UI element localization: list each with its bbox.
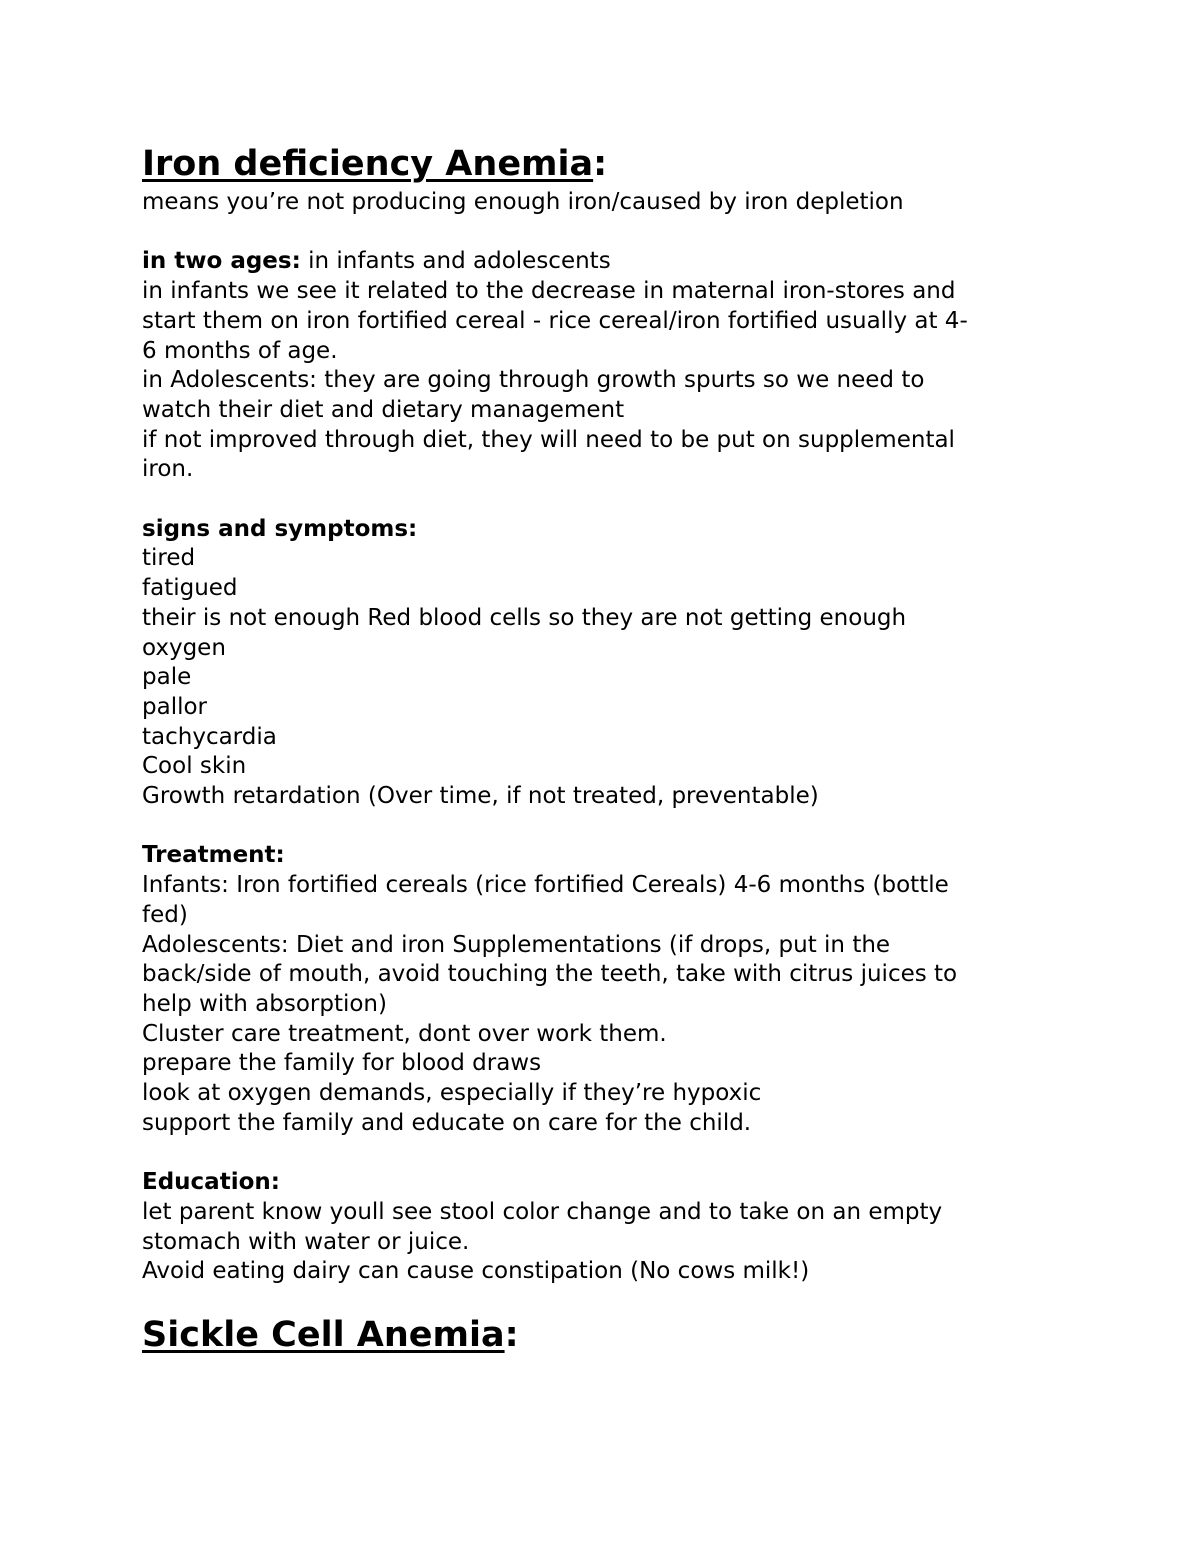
symptoms-heading: signs and symptoms: xyxy=(142,515,418,542)
ages-line xyxy=(142,247,1062,277)
symptom-item: oxygen xyxy=(142,634,226,661)
symptom-item: fatigued xyxy=(142,575,238,602)
ages-detail-line: if not improved through diet, they will need to be put on supplemental xyxy=(142,426,955,453)
section-title-iron-deficiency xyxy=(142,140,1062,188)
section-title-text: Sickle Cell Anemia xyxy=(142,1314,505,1355)
ages-detail-line: start them on iron fortified cereal - rice cereal/iron fortified usually at 4- xyxy=(142,307,968,334)
education-item: let parent know youll see stool color change and to take on an empty xyxy=(142,1198,943,1225)
document-page xyxy=(142,140,1062,1359)
symptom-item: pale xyxy=(142,664,192,691)
ages-detail-line: in infants we see it related to the decrease in maternal iron-stores and xyxy=(142,278,956,305)
section-title-colon: : xyxy=(504,1314,519,1355)
intro-line: means you’re not producing enough iron/caused by iron depletion xyxy=(142,189,904,215)
section-title-colon: : xyxy=(593,144,608,184)
treatment-item: prepare the family for blood draws xyxy=(142,1050,542,1077)
ages-detail-line: 6 months of age. xyxy=(142,337,338,364)
ages-text: in infants and adolescents xyxy=(300,248,611,275)
section-title-sickle-cell xyxy=(142,1311,1062,1359)
ages-detail-line: watch their diet and dietary management xyxy=(142,396,625,423)
treatment-item: help with absorption) xyxy=(142,990,387,1017)
treatment-item: back/side of mouth, avoid touching the teeth, take with citrus juices to xyxy=(142,961,958,988)
ages-detail-line: in Adolescents: they are going through growth spurts so we need to xyxy=(142,367,925,394)
ages-label: in two ages: xyxy=(142,248,301,275)
treatment-item: fed) xyxy=(142,901,188,928)
treatment-item: look at oxygen demands, especially if they’re hypoxic xyxy=(142,1080,762,1107)
symptom-item: tachycardia xyxy=(142,723,277,750)
blank-line xyxy=(142,485,1062,515)
symptom-item: their is not enough Red blood cells so they are not getting enough xyxy=(142,604,907,631)
symptom-item: Cool skin xyxy=(142,753,247,780)
treatment-item: Adolescents: Diet and iron Supplementations (if drops, put in the xyxy=(142,931,891,958)
education-item: stomach with water or juice. xyxy=(142,1228,470,1255)
treatment-item: Cluster care treatment, dont over work them. xyxy=(142,1020,667,1047)
blank-line xyxy=(142,1138,1062,1168)
ages-detail-line: iron. xyxy=(142,456,194,483)
treatment-heading: Treatment: xyxy=(142,842,285,869)
treatment-item: support the family and educate on care for the child. xyxy=(142,1109,752,1136)
blank-line xyxy=(142,812,1062,842)
education-item: Avoid eating dairy can cause constipation (No cows milk!) xyxy=(142,1258,810,1285)
treatment-item: Infants: Iron fortified cereals (rice fortified Cereals) 4-6 months (bottle xyxy=(142,872,949,899)
education-heading: Education: xyxy=(142,1169,280,1196)
section-title-text: Iron deficiency Anemia xyxy=(142,144,594,184)
symptom-item: Growth retardation (Over time, if not treated, preventable) xyxy=(142,783,819,810)
symptom-item: tired xyxy=(142,545,196,572)
blank-line xyxy=(142,218,1062,248)
symptom-item: pallor xyxy=(142,693,208,720)
